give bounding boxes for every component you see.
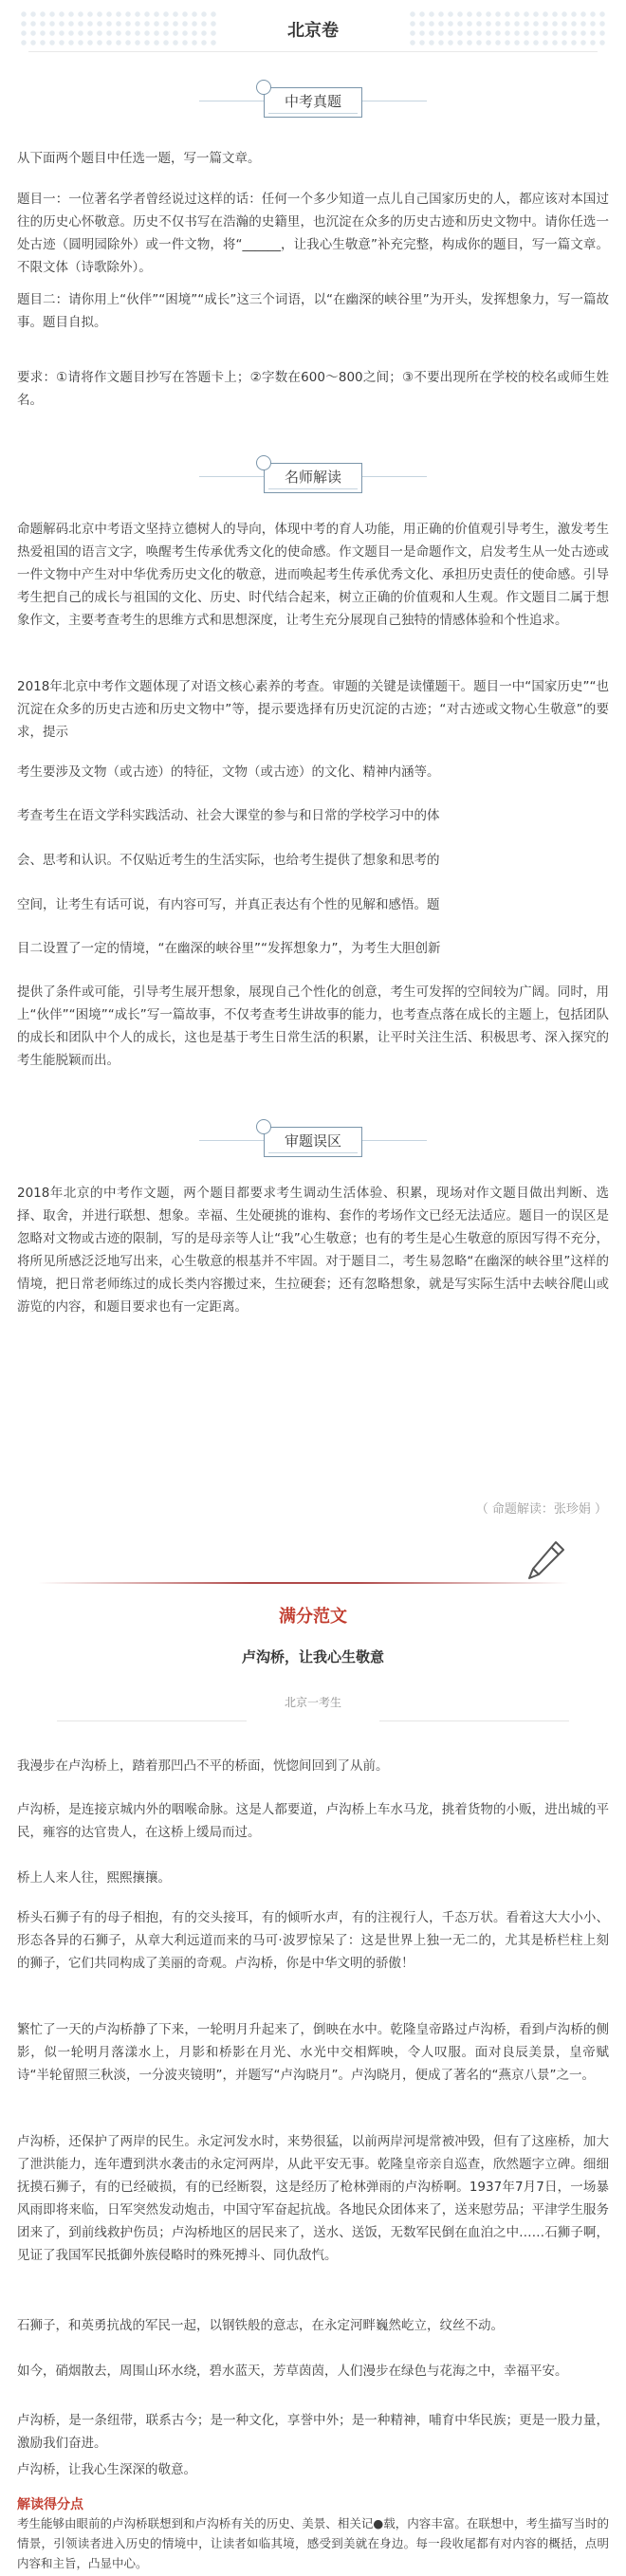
review-paragraph-1: 命题解码北京中考语文坚持立德树人的导向，体现中考的育人功能，用正确的价值观引导考生，激发考生热爱祖国的语言文字，唤醒考生传承优秀文化的使命感。作文题目一是命题作文，启发考生从一处古迹或一件文物中产生对中华优秀历史文化的敬意，进而唤起考生传承优秀文化、承担历史责任的使命感。引导考生把自己的成长与祖国的文化、历史、时代结合起来，树立正确的价值观和人生观。作文题目二属于想象作文，主要考查考生的思维方式和思想深度，让考生充分展现自己独特的情感体验和个性追求。 [17,522,609,628]
review-paragraph-3: 考生要涉及文物（或古迹）的特征，文物（或古迹）的文化、精神内涵等。 [17,764,440,780]
mistakes-paragraph: 2018年北京的中考作文题，两个题目都要求考生调动生活体验、积累，现场对作文题目做出判断、选择、取舍，并进行联想、想象。幸福、生处硬挑的谁构、套作的考场作文已经无法适应。题目一的误区是忽略对文物或古迹的限制，写的是母亲等人让“我”心生敬意；也有的考生是心生敬意的原因写得不充分，将所见所感泛泛地写出来，心生敬意的根基并不牢固。对于题目二，考生易忽略“在幽深的峡谷里”这样的情境，把日常老师练过的成长类内容搬过来，生拉硬套；还有忽略想象，就是写实际生活中去峡谷爬山或游览的内容，和题目要求也有一定距离。 [17,1186,609,1315]
page-title: 北京卷 [287,21,339,41]
essay-paragraph-6: 卢沟桥，还保护了两岸的民生。永定河发水时，来势很猛，以前两岸河堤常被冲毁，但有了这座桥，加大了泄洪能力，连年遭到洪水袭击的永定河两岸，从此平安无事。乾隆皇帝亲自巡查，欣然题字立碑。细细抚摸石狮子，有的已经破损，有的已经断裂，这是经历了枪林弹雨的卢沟桥啊。1937年7月7日，一场暴风雨即将来临，日军突然发动炮击，中国守军奋起抗战。各地民众团体来了，送来慰劳品；平津学生服务团来了，到前线救护伤员；卢沟桥地区的居民来了，送水、送饭，无数军民倒在血泊之中……石狮子啊，见证了我国军民抵御外族侵略时的殊死搏斗、同仇敌忾。 [17,2134,609,2263]
pen-icon [520,1536,567,1584]
review-paragraph-7: 目二设置了一定的情境，“在幽深的峡谷里”“发挥想象力”，为考生大胆创新 [17,941,441,956]
divider [57,1720,247,1721]
essay-paragraph-3: 桥上人来人往，熙熙攘攘。 [17,1870,171,1886]
exam-requirements: 要求：①请将作文题目抄写在答题卡上；②字数在600～800之间；③不要出现所在学校的校名或师生姓名。 [17,370,609,408]
divider [379,1720,569,1721]
essay-paragraph-10: 卢沟桥，让我心生深深的敬意。 [17,2462,196,2477]
essay-author: 北京一考生 [284,1696,341,1709]
ring-ornament-icon [256,1119,271,1134]
section-header-review [0,444,626,501]
essay-paragraph-1: 我漫步在卢沟桥上，踏着那凹凸不平的桥面，恍惚间回到了从前。 [17,1758,389,1774]
highlights-paragraph: 考生能够由眼前的卢沟桥联想到和卢沟桥有关的历史、美景、相关记●载，内容丰富。在联想中，考生描写当时的情景，引领读者进入历史的情境中，让读者如临其境，感受到美就在身边。每一段收尾都有对内容的概括，点明内容和主旨，凸显中心。 [17,2516,609,2570]
section-header-mistakes [0,1108,626,1165]
essay-paragraph-8: 如今，硝烟散去，周围山环水绕，碧水蓝天，芳草茵茵，人们漫步在绿色与花海之中，幸福平安。 [17,2364,568,2379]
review-paragraph-4: 考查考生在语文学科实践活动、社会大课堂的参与和日常的学校学习中的体 [17,808,440,823]
review-paragraph-5: 会、思考和认识。不仅贴近考生的生活实际，也给考生提供了想象和思考的 [17,853,440,868]
exam-topic-2: 题目二：请你用上“伙伴”“困境”“成长”这三个词语，以“在幽深的峡谷里”为开头，发挥想象力，写一篇故事。题目自拟。 [17,292,609,330]
top-banner [0,0,626,59]
exam-intro: 从下面两个题目中任选一题，写一篇文章。 [17,151,261,166]
review-paragraph-8: 提供了条件或可能，引导考生展开想象，展现自己个性化的创意，考生可发挥的空间较为广阔。同时，用上“伙伴”“困境”“成长”写一篇故事，不仅考查考生讲故事的能力，也考查点落在成长的主题上，包括团队的成长和团队中个人的成长，这也是基于考生日常生活的积累，让平时关注生活、积极思考、深入探究的考生能脱颖而出。 [17,984,609,1068]
review-attribution: （ 命题解读：张珍娟 ） [475,1502,607,1517]
essay-paragraph-7: 石狮子，和英勇抗战的军民一起，以钢铁般的意志，在永定河畔巍然屹立，纹丝不动。 [17,2318,504,2333]
section-label: 名师解读 [284,469,341,486]
review-paragraph-2: 2018年北京中考作文题体现了对语文核心素养的考查。审题的关键是读懂题干。题目一中“国家历史”“也沉淀在众多的历史古迹和历史文物中”等，提示要选择有历史沉淀的古迹；“对古迹或文物心生敬意”的要求，提示 [17,679,609,740]
divider [28,51,598,52]
section-header-exam [0,68,626,125]
essay-paragraph-2: 卢沟桥，是连接京城内外的咽喉命脉。这是人都要道，卢沟桥上车水马龙，挑着货物的小贩，进出城的平民，雍容的达官贵人，在这桥上缓局而过。 [17,1802,609,1840]
ring-ornament-icon [256,80,271,95]
section-title-sample: 满分范文 [279,1607,347,1627]
section-badge-review [264,463,362,493]
essay-paragraph-5: 繁忙了一天的卢沟桥静了下来，一轮明月升起来了，倒映在水中。乾隆皇帝路过卢沟桥，看到卢沟桥的侧影，似一轮明月落漾水上，月影和桥影在月光、水光中交相辉映，令人叹服。面对良辰美景，皇帝赋诗“半轮留照三秋淡，一分波夹镜明”，并题写“卢沟晓月”。卢沟晓月，便成了著名的“燕京八景”之一。 [17,2022,609,2083]
essay-paragraph-9: 卢沟桥，是一条纽带，联系古今；是一种文化，享誉中外；是一种精神，哺育中华民族；更是一股力量，激励我们奋进。 [17,2413,609,2451]
ring-ornament-icon [256,455,271,470]
section-badge-exam [264,87,362,118]
essay-paragraph-4: 桥头石狮子有的母子相抱，有的交头接耳，有的倾听水声，有的注视行人，千态万状。看着这大大小小、形态各异的石狮子，从章大利远道而来的马可·波罗惊呆了：这是世界上独一无二的，尤其是桥栏柱上刻的狮子，它们共同构成了美丽的奇观。卢沟桥，你是中华文明的骄傲！ [17,1910,609,1971]
section-badge-mistakes [264,1127,362,1157]
section-label: 审题误区 [284,1132,341,1150]
exam-topic-1: 题目一：一位著名学者曾经说过这样的话：任何一个多少知道一点儿自己国家历史的人，都应该对本国过往的历史心怀敬意。历史不仅书写在浩瀚的史籍里，也沉淀在众多的历史古迹和历史文物中。请你任选一处古迹（圆明园除外）或一件文物，将“______，让我心生敬意”补充完整，构成你的题目，写一篇文章。不限文体（诗歌除外）。 [17,192,609,275]
highlights-heading: 解读得分点 [17,2497,83,2512]
divider [38,1582,569,1584]
essay-title: 卢沟桥，让我心生敬意 [241,1648,384,1665]
review-paragraph-6: 空间，让考生有话可说，有内容可写，并真正表达有个性的见解和感悟。题 [17,897,440,912]
section-label: 中考真题 [284,93,341,110]
